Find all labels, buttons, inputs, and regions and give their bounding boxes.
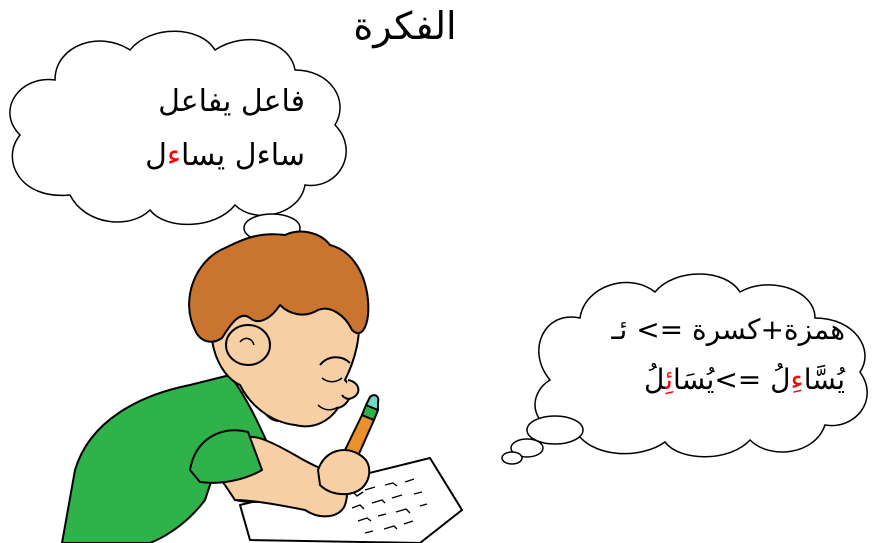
highlighted-hamza: ءِ xyxy=(790,363,804,396)
text-segment: لُ => xyxy=(714,363,791,396)
text-segment: يُسَا xyxy=(673,363,715,396)
text-segment: لُ xyxy=(644,363,666,396)
cloud-left-line-2 xyxy=(95,138,305,173)
cloud-left-line-1: فاعل يفاعل xyxy=(158,84,305,119)
page-title: الفكرة xyxy=(353,4,457,48)
cloud-right-line-2 xyxy=(560,363,845,396)
ear xyxy=(226,325,270,365)
highlighted-hamza: ء xyxy=(166,138,182,173)
text-segment: يُسَّا xyxy=(803,363,845,396)
highlighted-hamza: ئِ xyxy=(665,363,674,396)
text-segment: ساءل يسا xyxy=(181,138,305,173)
text-segment: ل xyxy=(145,138,167,173)
cloud-right-line-1: همزة+كسرة => ئـ xyxy=(611,313,845,346)
hand xyxy=(318,450,369,494)
boy-writing xyxy=(62,232,462,543)
